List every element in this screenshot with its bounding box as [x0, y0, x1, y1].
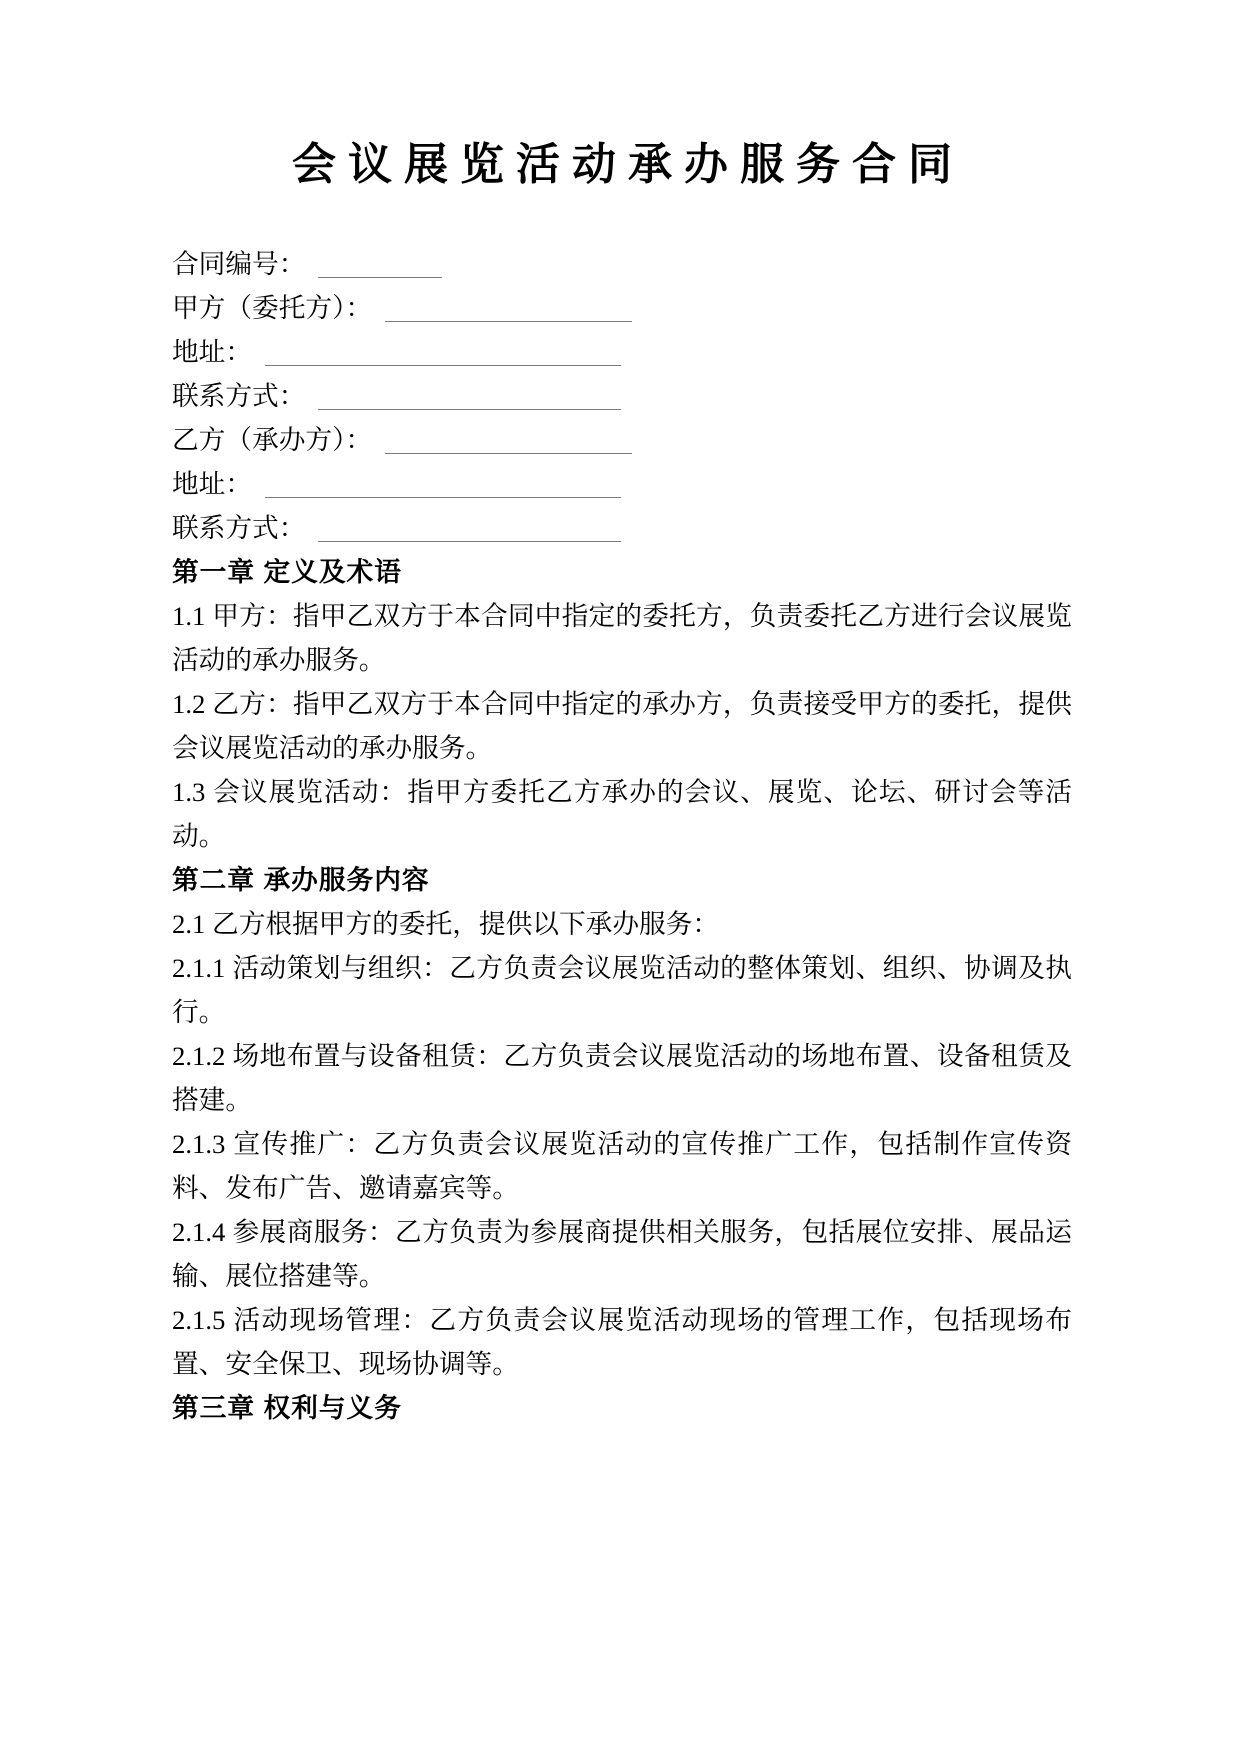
form-field-row [172, 374, 1072, 418]
fill-in-blank-line [318, 382, 621, 410]
fill-in-blank-line [265, 338, 621, 366]
contract-clause: 2.1.4 参展商服务：乙方负责为参展商提供相关服务，包括展位安排、展品运输、展位搭建等。 [172, 1217, 1072, 1291]
fill-in-blank-line [318, 250, 442, 278]
field-label: 乙方（承办方）： [172, 425, 373, 455]
contract-clause: 2.1.3 宣传推广：乙方负责会议展览活动的宣传推广工作，包括制作宣传资料、发布广告、邀请嘉宾等。 [172, 1129, 1072, 1203]
fill-in-blank-line [318, 514, 621, 542]
contract-section [172, 1386, 1072, 1430]
contract-body [172, 550, 1072, 1430]
contract-clause: 1.1 甲方：指甲乙双方于本合同中指定的委托方，负责委托乙方进行会议展览活动的承办服务。 [172, 601, 1072, 675]
contract-clause: 2.1.2 场地布置与设备租赁：乙方负责会议展览活动的场地布置、设备租赁及搭建。 [172, 1041, 1072, 1115]
document-title: 会议展览活动承办服务合同 [292, 140, 964, 189]
chapter-paragraphs [172, 902, 1072, 1386]
chapter-heading: 第三章 权利与义务 [172, 1393, 402, 1423]
field-label: 地址： [172, 469, 253, 499]
contract-clause: 1.3 会议展览活动：指甲方委托乙方承办的会议、展览、论坛、研讨会等活动。 [172, 777, 1072, 851]
contract-header-fields [172, 242, 1072, 550]
contract-clause: 2.1.5 活动现场管理：乙方负责会议展览活动现场的管理工作，包括现场布置、安全保卫、现场协调等。 [172, 1305, 1072, 1379]
form-field-row [172, 418, 1072, 462]
field-label: 合同编号： [172, 249, 306, 279]
chapter-paragraphs [172, 594, 1072, 858]
form-field-row [172, 506, 1072, 550]
fill-in-blank-line [385, 426, 632, 454]
contract-clause: 1.2 乙方：指甲乙双方于本合同中指定的承办方，负责接受甲方的委托，提供会议展览活动的承办服务。 [172, 689, 1072, 763]
form-field-row [172, 330, 1072, 374]
chapter-heading: 第一章 定义及术语 [172, 557, 402, 587]
contract-clause: 2.1 乙方根据甲方的委托，提供以下承办服务： [172, 909, 720, 939]
contract-section [172, 858, 1072, 1386]
fill-in-blank-line [385, 294, 632, 322]
chapter-heading: 第二章 承办服务内容 [172, 865, 430, 895]
form-field-row [172, 462, 1072, 506]
form-field-row [172, 286, 1072, 330]
field-label: 联系方式： [172, 513, 306, 543]
document-content [172, 0, 1072, 1430]
form-field-row [172, 242, 1072, 286]
field-label: 联系方式： [172, 381, 306, 411]
contract-section [172, 550, 1072, 858]
fill-in-blank-line [265, 470, 621, 498]
field-label: 甲方（委托方）： [172, 293, 373, 323]
contract-clause: 2.1.1 活动策划与组织：乙方负责会议展览活动的整体策划、组织、协调及执行。 [172, 953, 1072, 1027]
field-label: 地址： [172, 337, 253, 367]
